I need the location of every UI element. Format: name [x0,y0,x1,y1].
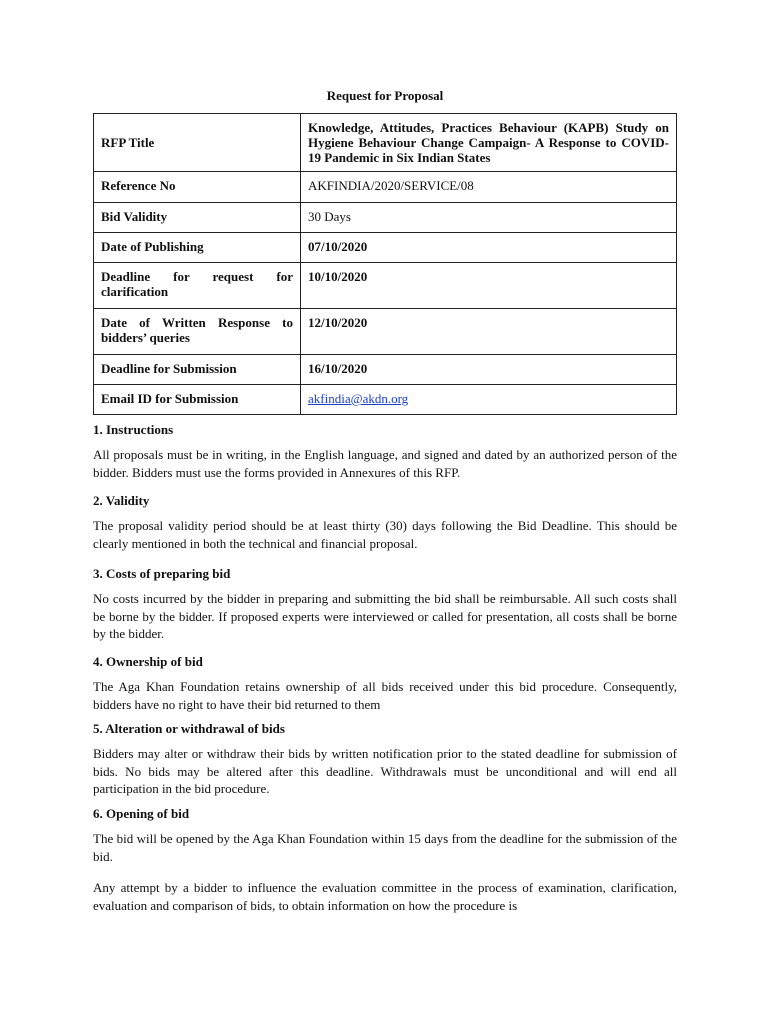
section-heading: 3. Costs of preparing bid [93,566,231,581]
section-instructions [93,422,677,481]
row-label: RFP Title [94,114,301,172]
section-validity [93,493,677,552]
page-title: Request for Proposal [326,88,444,103]
row-label: Bid Validity [94,203,301,233]
row-value [301,385,677,415]
section-heading: 5. Alteration or withdrawal of bids [93,721,285,736]
table-row [94,263,677,309]
section-opening [93,806,677,865]
row-value: 07/10/2020 [301,233,677,263]
table-row [94,309,677,355]
section-heading: 1. Instructions [93,422,174,437]
section-body: The proposal validity period should be at least thirty (30) days following the Bid Deadline. This should be clearly mentioned in both the technical and financial proposal. [93,518,677,551]
table-row [94,172,677,203]
row-label: Reference No [94,172,301,203]
section-body: The Aga Khan Foundation retains ownership of all bids received under this bid procedure. Consequently, bidders have no right to have their bid returned to them [93,679,677,712]
row-label: Email ID for Submission [94,385,301,415]
row-value: 16/10/2020 [301,355,677,385]
section-alteration [93,721,677,798]
table-row [94,355,677,385]
submission-email-link[interactable]: akfindia@akdn.org [308,391,409,406]
section-heading: 4. Ownership of bid [93,654,203,669]
section-heading: 2. Validity [93,493,150,508]
table-row [94,203,677,233]
row-value: 30 Days [301,203,677,233]
table-row [94,114,677,172]
row-value: AKFINDIA/2020/SERVICE/08 [301,172,677,203]
row-value: 10/10/2020 [301,263,677,309]
table-row [94,233,677,263]
row-label: Date of Publishing [94,233,301,263]
row-label: Deadline for Submission [94,355,301,385]
row-value: 12/10/2020 [301,309,677,355]
row-label: Deadline for request for clarification [94,263,301,309]
table-row [94,385,677,415]
section-body: Bidders may alter or withdraw their bids by written notification prior to the stated deadline for submission of bids. No bids may be altered after this deadline. Withdrawals must be unconditional and will end all participation in the bid procedure. [93,746,677,796]
section-ownership [93,654,677,713]
section-body: All proposals must be in writing, in the English language, and signed and dated by an authorized person of the bidder. Bidders must use the forms provided in Annexures of this RFP. [93,447,677,480]
row-label: Date of Written Response to bidders’ queries [94,309,301,355]
section-heading: 6. Opening of bid [93,806,190,821]
section-costs [93,566,677,643]
section-body: No costs incurred by the bidder in preparing and submitting the bid shall be reimbursable. All such costs shall be borne by the bidder. If proposed experts were interviewed or called for presentation, all costs shall be borne by the bidder. [93,591,677,641]
rfp-info-table [93,113,677,415]
row-value: Knowledge, Attitudes, Practices Behaviour (KAPB) Study on Hygiene Behaviour Change Campaign- A Response to COVID-19 Pandemic in Six Indian States [301,114,677,172]
closing-paragraph: Any attempt by a bidder to influence the evaluation committee in the process of examination, clarification, evaluation and comparison of bids, to obtain information on how the procedure is [93,880,677,913]
section-body: The bid will be opened by the Aga Khan Foundation within 15 days from the deadline for the submission of the bid. [93,831,677,864]
